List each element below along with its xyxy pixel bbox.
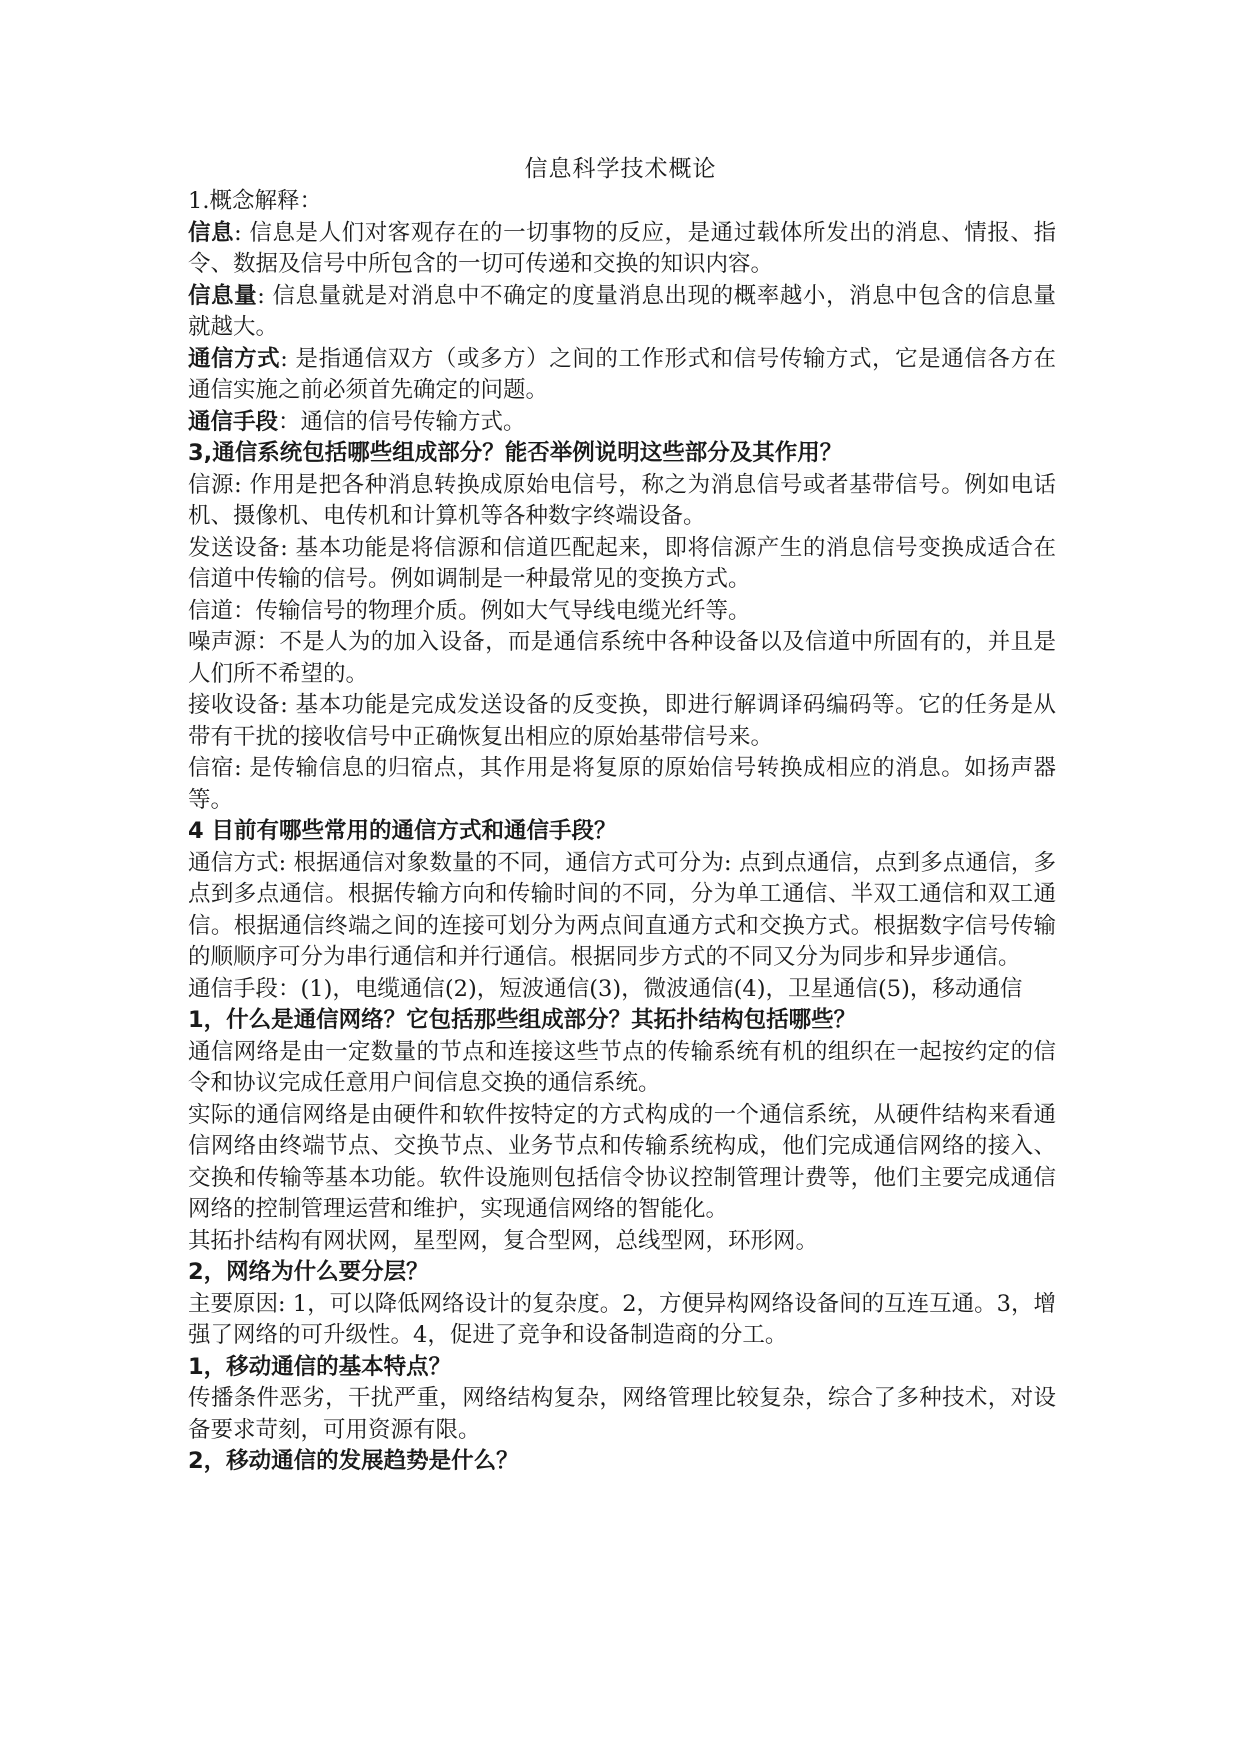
definition-text: 信息是人们对客观存在的一切事物的反应，是通过载体所发出的消息、情报、指令、数据及信号中所包含的一切可传递和交换的知识内容。 (188, 219, 1056, 277)
document-title: 信息科学技术概论 (524, 156, 717, 182)
term-separator: : (234, 219, 242, 246)
definition-comm-means (188, 407, 1056, 439)
answer-paragraph: 发送设备: 基本功能是将信源和信道匹配起来，即将信源产生的消息信号变换成适合在信道中传输的信号。例如调制是一种最常见的变换方式。 (188, 534, 1056, 592)
definition-text: 是指通信双方（或多方）之间的工作形式和信号传输方式，它是通信各方在通信实施之前必须首先确定的问题。 (188, 345, 1056, 403)
answer-paragraph: 其拓扑结构有网状网，星型网，复合型网，总线型网，环形网。 (188, 1227, 819, 1254)
question-heading: 4 目前有哪些常用的通信方式和通信手段？ (188, 818, 617, 844)
question-heading: 2，移动通信的发展趋势是什么？ (188, 1448, 519, 1474)
answer-paragraph: 信道：传输信号的物理介质。例如大气导线电缆光纤等。 (188, 597, 751, 624)
document-body (188, 186, 1056, 1478)
term-label: 通信手段 (188, 408, 279, 435)
definition-text: 通信的信号传输方式。 (300, 408, 526, 435)
answer-paragraph: 通信网络是由一定数量的节点和连接这些节点的传输系统有机的组织在一起按约定的信令和协议完成任意用户间信息交换的通信系统。 (188, 1038, 1056, 1096)
answer-paragraph: 噪声源：不是人为的加入设备，而是通信系统中各种设备以及信道中所固有的，并且是人们所不希望的。 (188, 629, 1056, 687)
answer-paragraph: 信宿: 是传输信息的归宿点，其作用是将复原的原始信号转换成相应的消息。如扬声器等。 (188, 755, 1056, 813)
answer-paragraph: 主要原因: 1，可以降低网络设计的复杂度。2，方便异构网络设备间的互连互通。3，增强了网络的可升级性。4，促进了竞争和设备制造商的分工。 (188, 1290, 1056, 1348)
answer-paragraph: 通信方式: 根据通信对象数量的不同，通信方式可分为: 点到点通信，点到多点通信，多点到多点通信。根据传输方向和传输时间的不同，分为单工通信、半双工通信和双工通信。根据通信终端之间的连接可划分为两点间直通方式和交换方式。根据数字信号传输的顺顺序可分为串行通信和并行通信。根据同步方式的不同又分为同步和异步通信。 (188, 849, 1056, 970)
definition-info (188, 218, 1056, 281)
answer-paragraph: 实际的通信网络是由硬件和软件按特定的方式构成的一个通信系统，从硬件结构来看通信网络由终端节点、交换节点、业务节点和传输系统构成，他们完成通信网络的接入、交换和传输等基本功能。软件设施则包括信令协议控制管理计费等，他们主要完成通信网络的控制管理运营和维护，实现通信网络的智能化。 (188, 1101, 1056, 1222)
answer-paragraph: 信源: 作用是把各种消息转换成原始电信号，称之为消息信号或者基带信号。例如电话机、摄像机、电传机和计算机等各种数字终端设备。 (188, 471, 1056, 529)
question-heading: 3,通信系统包括哪些组成部分？能否举例说明这些部分及其作用？ (188, 440, 843, 466)
term-label: 信息 (188, 219, 235, 246)
term-label: 信息量 (188, 282, 258, 309)
answer-paragraph: 接收设备: 基本功能是完成发送设备的反变换，即进行解调译码编码等。它的任务是从带有干扰的接收信号中正确恢复出相应的原始基带信号来。 (188, 692, 1056, 750)
term-separator: ： (278, 408, 301, 435)
concepts-heading: 1.概念解释： (188, 188, 322, 214)
definition-info-amount (188, 281, 1056, 344)
definition-comm-mode (188, 344, 1056, 407)
term-label: 通信方式 (188, 345, 281, 372)
term-separator: : (257, 282, 265, 309)
question-heading: 2，网络为什么要分层？ (188, 1259, 429, 1285)
definition-text: 信息量就是对消息中不确定的度量消息出现的概率越小，消息中包含的信息量就越大。 (188, 282, 1056, 340)
question-heading: 1，移动通信的基本特点？ (188, 1353, 452, 1380)
answer-paragraph: 传播条件恶劣，干扰严重，网络结构复杂，网络管理比较复杂，综合了多种技术，对设备要求苛刻，可用资源有限。 (188, 1385, 1056, 1443)
answer-paragraph: 通信手段：(1)，电缆通信(2)，短波通信(3)，微波通信(4)，卫星通信(5)，移动通信 (188, 975, 1023, 1002)
term-separator: : (280, 345, 296, 372)
question-heading: 1，什么是通信网络？它包括那些组成部分？其拓扑结构包括哪些？ (188, 1007, 857, 1033)
